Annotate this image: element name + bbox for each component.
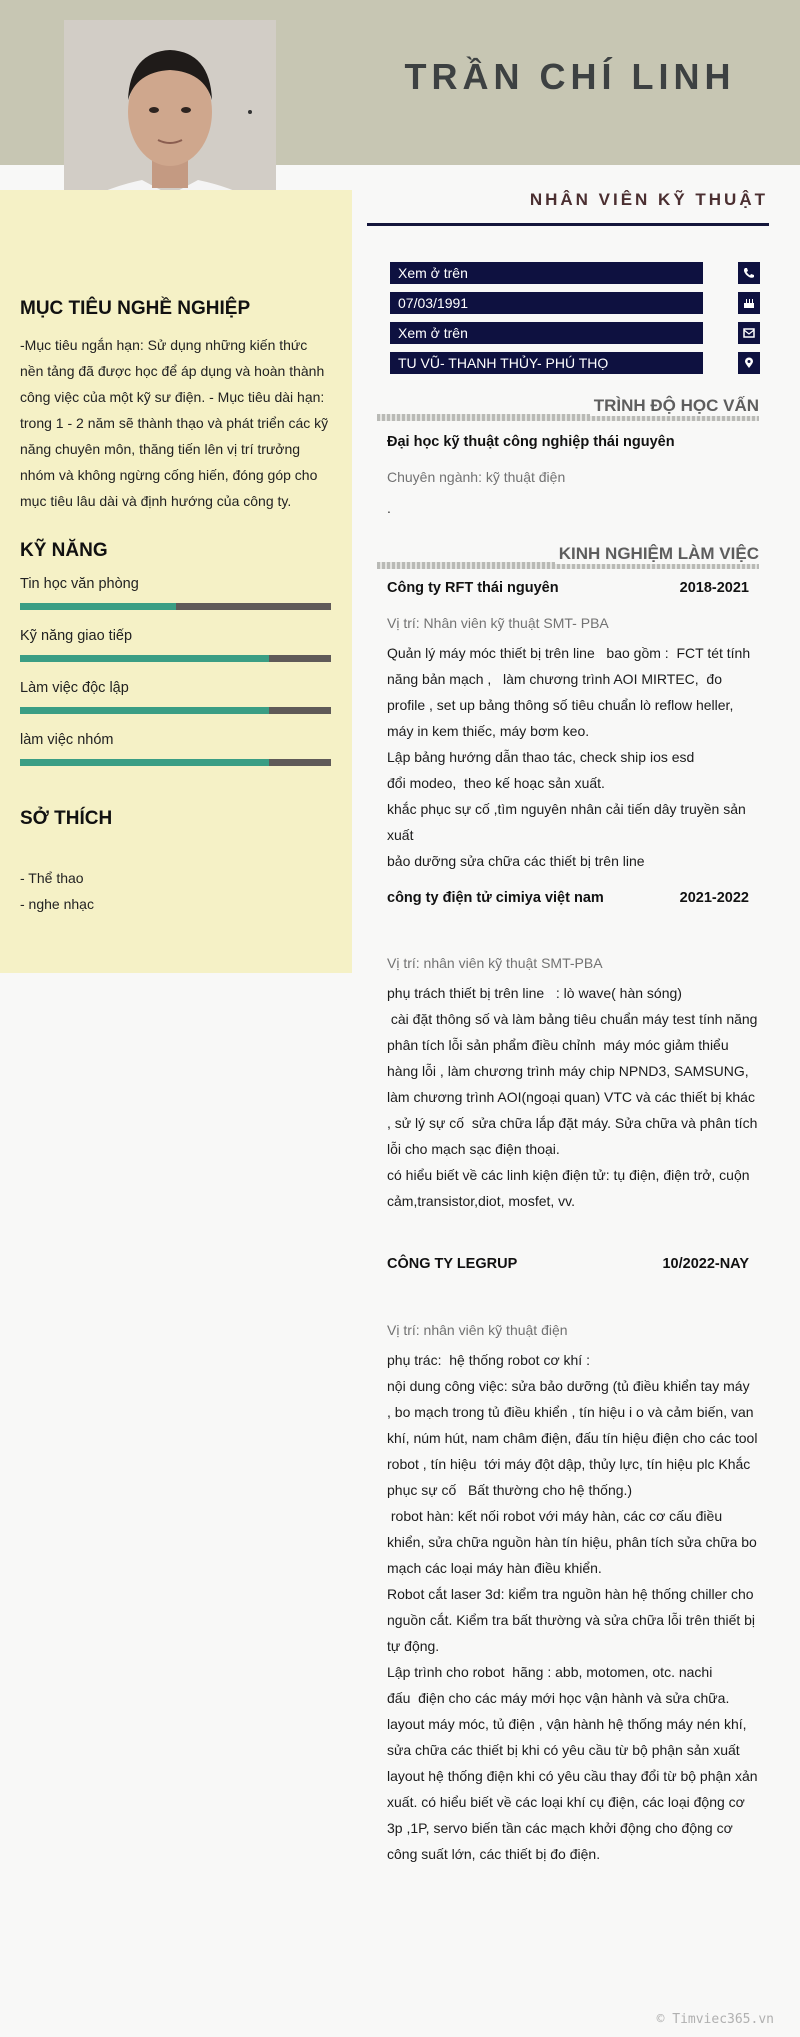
title-divider bbox=[367, 223, 769, 226]
education-heading: TRÌNH ĐỘ HỌC VẤN bbox=[590, 396, 759, 416]
email-icon bbox=[738, 322, 760, 344]
contact-email: Xem ở trên bbox=[390, 322, 703, 344]
hobby-item: - Thể thao bbox=[20, 870, 84, 886]
skill-name: Làm việc độc lập bbox=[20, 680, 129, 696]
skill-bar-fill bbox=[20, 707, 269, 714]
job-description: phụ trách thiết bị trên line : lò wave( hàn sóng) cài đặt thông số và làm bảng tiêu chuẩn máy test tính năng phân tích lỗi sản phẩm điều chỉnh máy móc giảm thiểu hàng lỗi , làm chương trình máy chip NPND3, SAMSUNG, làm chương trình AOI(ngoại quan) VTC và các thiết bị khác , sử lý sự cố sửa chữa lắp đặt máy. Sửa chữa và phân tích lỗi cho mạch sạc điện thoại. có hiểu biết về các linh kiện điện tử: tụ điện, điện trở, cuộn cảm,transistor,diot, mosfet, vv. bbox=[387, 985, 758, 1209]
job-position: Vị trí: nhân viên kỹ thuật SMT-PBA bbox=[387, 955, 603, 971]
job-title: NHÂN VIÊN KỸ THUẬT bbox=[529, 190, 768, 209]
contact-phone: Xem ở trên bbox=[390, 262, 703, 284]
job-position: Vị trí: Nhân viên kỹ thuật SMT- PBA bbox=[387, 615, 609, 631]
skill-name: Kỹ năng giao tiếp bbox=[20, 628, 133, 644]
objective-heading: MỤC TIÊU NGHỀ NGHIỆP bbox=[20, 298, 251, 319]
candidate-name: TRẦN CHÍ LINH bbox=[404, 56, 736, 97]
education-school: Đại học kỹ thuật công nghiệp thái nguyên bbox=[387, 434, 675, 450]
phone-icon bbox=[738, 262, 760, 284]
skill-bar bbox=[20, 655, 331, 662]
skill-bar bbox=[20, 707, 331, 714]
skill-bar bbox=[20, 603, 331, 610]
skill-bar-fill bbox=[20, 603, 176, 610]
skill-bar-fill bbox=[20, 759, 269, 766]
job-period: 2018-2021 bbox=[679, 580, 749, 596]
job-description: Quản lý máy móc thiết bị trên line bao gồm : FCT tét tính năng bản mạch , làm chương trình AOI MIRTEC, đo profile , set up bảng thông số tiêu chuẩn lò reflow heller, máy in kem thiếc, máy bơm keo. Lập bảng hướng dẫn thao tác, check ship ios esd đổi modeo, theo kế hoạc sản xuất. khắc phục sự cố ,tìm nguyên nhân cải tiến dây truyền sản xuất bảo dưỡng sửa chữa các thiết bị trên line bbox=[387, 645, 751, 869]
hobbies-heading: SỞ THÍCH bbox=[20, 808, 113, 829]
skills-heading: KỸ NĂNG bbox=[20, 540, 108, 561]
job-period: 10/2022-NAY bbox=[662, 1256, 749, 1272]
skill-name: Tin học văn phòng bbox=[20, 576, 139, 592]
education-major: Chuyên ngành: kỹ thuật điện bbox=[387, 469, 566, 485]
contact-address: TU VŨ- THANH THỦY- PHÚ THỌ bbox=[390, 352, 703, 374]
birthday-cake-icon bbox=[738, 292, 760, 314]
job-period: 2021-2022 bbox=[679, 890, 749, 906]
skill-bar bbox=[20, 759, 331, 766]
job-company: công ty điện tử cimiya việt nam bbox=[387, 890, 604, 906]
job-position: Vị trí: nhân viên kỹ thuật điện bbox=[387, 1322, 568, 1338]
hobby-item: - nghe nhạc bbox=[20, 896, 94, 912]
education-note: . bbox=[387, 500, 391, 516]
watermark: © Timviec365.vn bbox=[656, 2012, 774, 2027]
experience-heading: KINH NGHIỆM LÀM VIỆC bbox=[555, 544, 759, 564]
job-description: phụ trác: hệ thống robot cơ khí : nội dung công việc: sửa bảo dưỡng (tủ điều khiển tay máy , bo mạch trong tủ điều khiển , tín hiệu i o và cảm biến, van khí, núm hút, nam châm điện, đấu tín hiệu điện cho các tool robot , tín hiệu tới máy đột dập, thủy lực, tín hiệu plc Khắc phục sự cố Bất thường cho hệ thống.) robot hàn: kết nối robot với máy hàn, các cơ cấu điều khiển, sửa chữa nguồn hàn tín hiệu, phân tích sửa chữa bo mạch các loại máy hàn điều khiển. Robot cắt laser 3d: kiểm tra nguồn hàn hệ thống chiller cho nguồn cắt. Kiểm tra bất thường và sửa chữa lỗi trên thiết bị tự động. Lập trình cho robot hãng : abb, motomen, otc. nachi đấu điện cho các máy mới học vận hành và sửa chữa. layout máy móc, tủ điện , vận hành hệ thống máy nén khí, sửa chữa các thiết bị khi có yêu cầu từ bộ phận sản xuất layout hệ thống điện khi có yêu cầu thay đổi từ bộ phận xản xuất. có hiểu biết về các loại khí cụ điện, các loại động cơ 3p ,1P, servo biến tần các mạch khởi động cho động cơ công suất lớn, các thiết bị đo điện. bbox=[387, 1352, 758, 1862]
job-company: CÔNG TY LEGRUP bbox=[387, 1256, 518, 1272]
objective-text: -Mục tiêu ngắn hạn: Sử dụng những kiến thức nền tảng đã được học để áp dụng và hoàn thành công việc của một kỹ sư điện. - Mục tiêu dài hạn: trong 1 - 2 năm sẽ thành thạo và phát triển các kỹ năng chuyên môn, thăng tiến lên vị trí trưởng nhóm và không ngừng cống hiến, đóng góp cho mục tiêu lâu dài và định hướng của công ty. bbox=[20, 337, 329, 509]
skill-bar-fill bbox=[20, 655, 269, 662]
job-company: Công ty RFT thái nguyên bbox=[387, 580, 559, 596]
skill-name: làm việc nhóm bbox=[20, 732, 114, 748]
contact-birthday: 07/03/1991 bbox=[390, 292, 703, 314]
location-pin-icon bbox=[738, 352, 760, 374]
